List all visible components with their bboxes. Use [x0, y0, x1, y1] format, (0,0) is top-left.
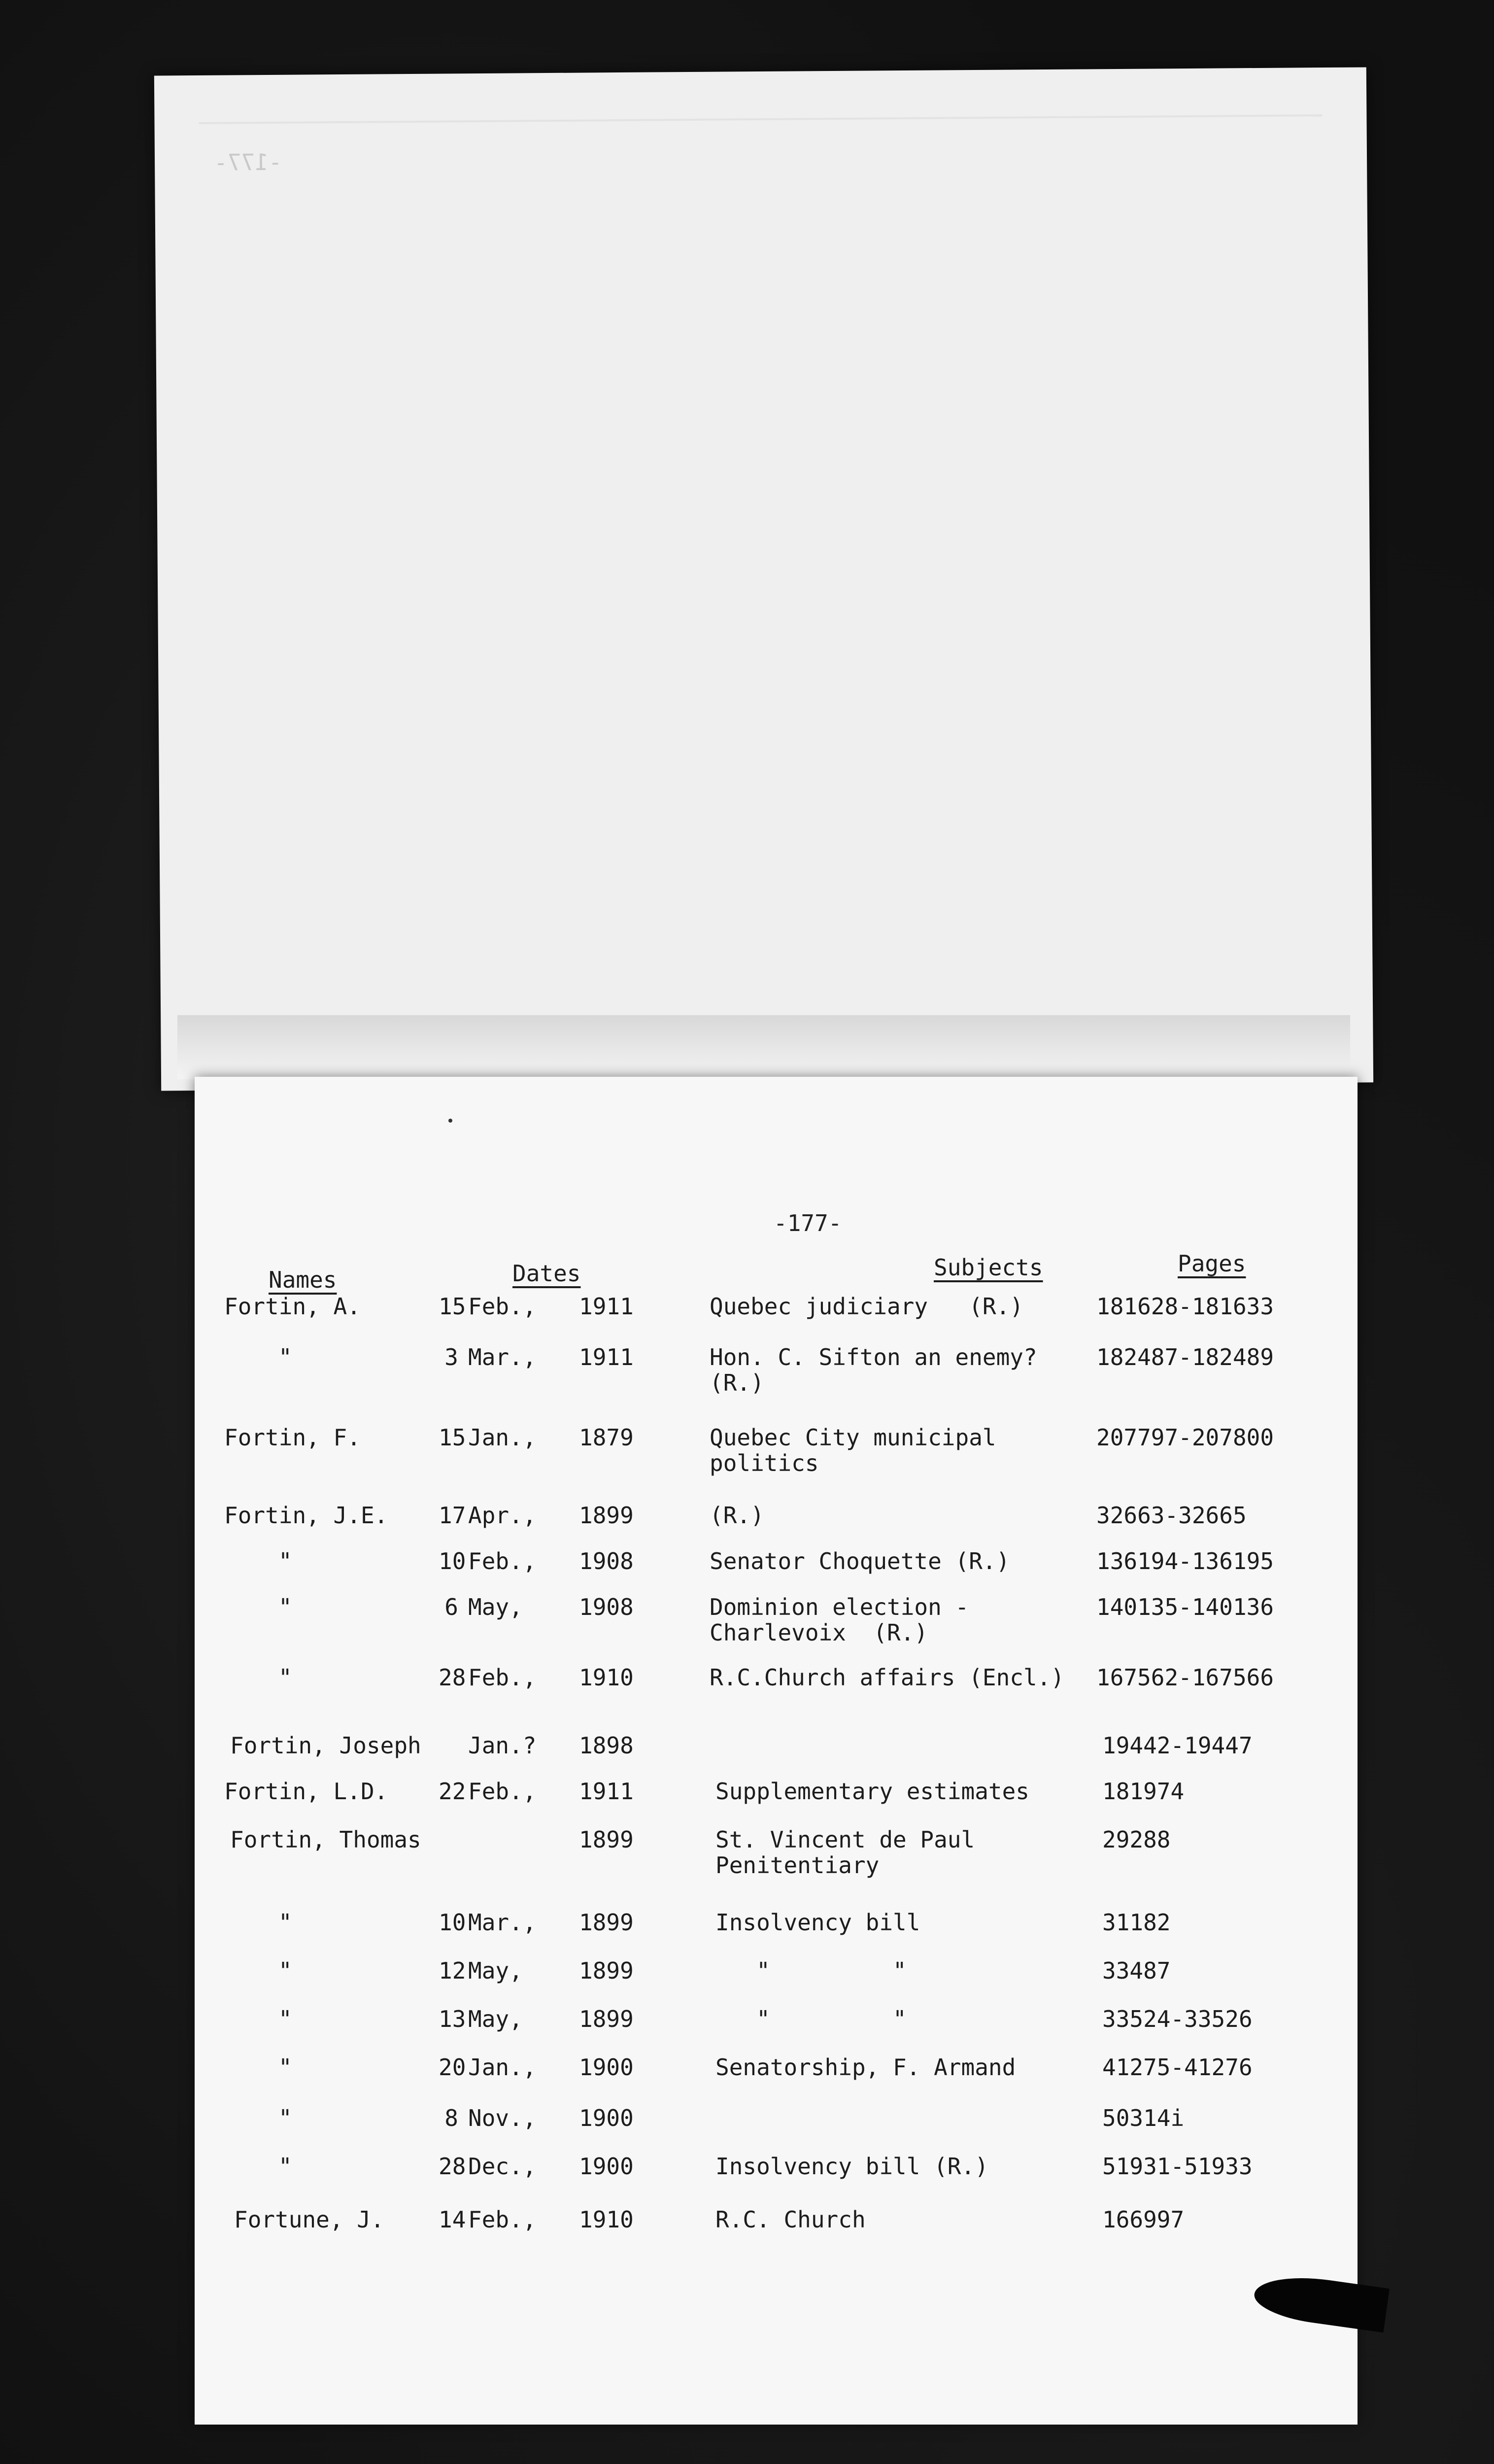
row-9-name: Fortin, L.D.: [224, 1778, 388, 1805]
row-12-pages: 33487: [1102, 1957, 1171, 1984]
row-14-year: 1900: [579, 2054, 634, 2081]
row-10-name: Fortin, Thomas: [230, 1826, 421, 1853]
row-1-subject: Quebec judiciary (R.): [710, 1293, 1023, 1320]
row-16-year: 1900: [579, 2153, 634, 2180]
header-names: Names: [269, 1266, 337, 1293]
index-page: [195, 1077, 1358, 2425]
row-11-month: Mar.,: [468, 1909, 537, 1936]
row-7-pages: 167562-167566: [1096, 1664, 1274, 1691]
row-6-name: ": [278, 1594, 292, 1620]
row-9-subject: Supplementary estimates: [715, 1778, 1029, 1805]
row-11-day: 10: [439, 1909, 466, 1936]
row-10-year: 1899: [579, 1826, 634, 1853]
row-10-subject: St. Vincent de Paul Penitentiary: [715, 1826, 975, 1879]
bleed-through-lines: [154, 67, 1373, 1091]
row-7-subject: R.C.Church affairs (Encl.): [710, 1664, 1065, 1691]
row-14-day: 20: [439, 2054, 466, 2081]
row-17-year: 1910: [579, 2206, 634, 2233]
row-16-subject: Insolvency bill (R.): [715, 2153, 988, 2180]
row-11-name: ": [278, 1909, 292, 1936]
row-5-subject: Senator Choquette (R.): [710, 1548, 1010, 1574]
row-16-month: Dec.,: [468, 2153, 537, 2180]
row-9-day: 22: [439, 1778, 466, 1805]
row-17-month: Feb.,: [468, 2206, 537, 2233]
row-4-subject: (R.): [710, 1502, 764, 1529]
row-13-day: 13: [439, 2006, 466, 2032]
header-pages: Pages: [1178, 1250, 1246, 1277]
row-6-year: 1908: [579, 1594, 634, 1620]
row-5-year: 1908: [579, 1548, 634, 1574]
row-7-name: ": [278, 1664, 292, 1691]
row-2-subject: Hon. C. Sifton an enemy? (R.): [710, 1344, 1037, 1396]
row-15-year: 1900: [579, 2105, 634, 2131]
row-1-year: 1911: [579, 1293, 634, 1320]
row-7-month: Feb.,: [468, 1664, 537, 1691]
row-2-year: 1911: [579, 1344, 634, 1370]
row-12-month: May,: [468, 1957, 523, 1984]
row-3-name: Fortin, F.: [224, 1424, 361, 1451]
row-8-month: Jan.?: [468, 1732, 537, 1759]
bleed-through-text: -177-: [213, 148, 282, 176]
row-9-year: 1911: [579, 1778, 634, 1805]
row-12-name: ": [278, 1957, 292, 1984]
row-13-month: May,: [468, 2006, 523, 2032]
row-6-subject: Dominion election - Charlevoix (R.): [710, 1594, 969, 1646]
row-17-subject: R.C. Church: [715, 2206, 866, 2233]
row-15-pages: 50314i: [1102, 2105, 1185, 2131]
row-10-pages: 29288: [1102, 1826, 1171, 1853]
verso-page: [154, 67, 1373, 1091]
row-11-pages: 31182: [1102, 1909, 1171, 1936]
row-6-pages: 140135-140136: [1096, 1594, 1274, 1620]
row-2-day: 3: [444, 1344, 458, 1370]
row-15-month: Nov.,: [468, 2105, 537, 2131]
row-9-month: Feb.,: [468, 1778, 537, 1805]
row-12-subject: " ": [715, 1957, 907, 1984]
row-3-day: 15: [439, 1424, 466, 1451]
row-14-pages: 41275-41276: [1102, 2054, 1253, 2081]
row-1-day: 15: [439, 1293, 466, 1320]
row-8-year: 1898: [579, 1732, 634, 1759]
row-4-pages: 32663-32665: [1096, 1502, 1247, 1529]
row-4-year: 1899: [579, 1502, 634, 1529]
ink-speck: [448, 1119, 452, 1123]
row-13-subject: " ": [715, 2006, 907, 2032]
row-16-pages: 51931-51933: [1102, 2153, 1253, 2180]
row-6-month: May,: [468, 1594, 523, 1620]
row-5-day: 10: [439, 1548, 466, 1574]
row-17-name: Fortune, J.: [234, 2206, 384, 2233]
row-16-day: 28: [439, 2153, 466, 2180]
row-1-name: Fortin, A.: [224, 1293, 361, 1320]
row-5-name: ": [278, 1548, 292, 1574]
row-3-month: Jan.,: [468, 1424, 537, 1451]
row-9-pages: 181974: [1102, 1778, 1185, 1805]
row-12-year: 1899: [579, 1957, 634, 1984]
row-14-name: ": [278, 2054, 292, 2081]
row-5-pages: 136194-136195: [1096, 1548, 1274, 1574]
row-4-month: Apr.,: [468, 1502, 537, 1529]
row-2-month: Mar.,: [468, 1344, 537, 1370]
row-13-name: ": [278, 2006, 292, 2032]
row-15-name: ": [278, 2105, 292, 2131]
row-2-name: ": [278, 1344, 292, 1370]
row-17-pages: 166997: [1102, 2206, 1185, 2233]
row-6-day: 6: [444, 1594, 458, 1620]
row-15-day: 8: [444, 2105, 458, 2131]
row-1-month: Feb.,: [468, 1293, 537, 1320]
row-16-name: ": [278, 2153, 292, 2180]
row-5-month: Feb.,: [468, 1548, 537, 1574]
row-3-year: 1879: [579, 1424, 634, 1451]
row-3-subject: Quebec City municipal politics: [710, 1424, 996, 1476]
row-11-subject: Insolvency bill: [715, 1909, 920, 1936]
row-7-day: 28: [439, 1664, 466, 1691]
row-13-year: 1899: [579, 2006, 634, 2032]
header-dates: Dates: [512, 1260, 581, 1287]
row-14-subject: Senatorship, F. Armand: [715, 2054, 1016, 2081]
row-3-pages: 207797-207800: [1096, 1424, 1274, 1451]
row-14-month: Jan.,: [468, 2054, 537, 2081]
row-4-day: 17: [439, 1502, 466, 1529]
row-8-pages: 19442-19447: [1102, 1732, 1253, 1759]
row-4-name: Fortin, J.E.: [224, 1502, 388, 1529]
page-fold: [177, 1015, 1350, 1079]
row-13-pages: 33524-33526: [1102, 2006, 1253, 2032]
row-11-year: 1899: [579, 1909, 634, 1936]
row-17-day: 14: [439, 2206, 466, 2233]
row-1-pages: 181628-181633: [1096, 1293, 1274, 1320]
page-number: -177-: [774, 1210, 842, 1236]
row-7-year: 1910: [579, 1664, 634, 1691]
row-8-name: Fortin, Joseph: [230, 1732, 421, 1759]
row-12-day: 12: [439, 1957, 466, 1984]
row-2-pages: 182487-182489: [1096, 1344, 1274, 1370]
header-subjects: Subjects: [934, 1254, 1043, 1281]
